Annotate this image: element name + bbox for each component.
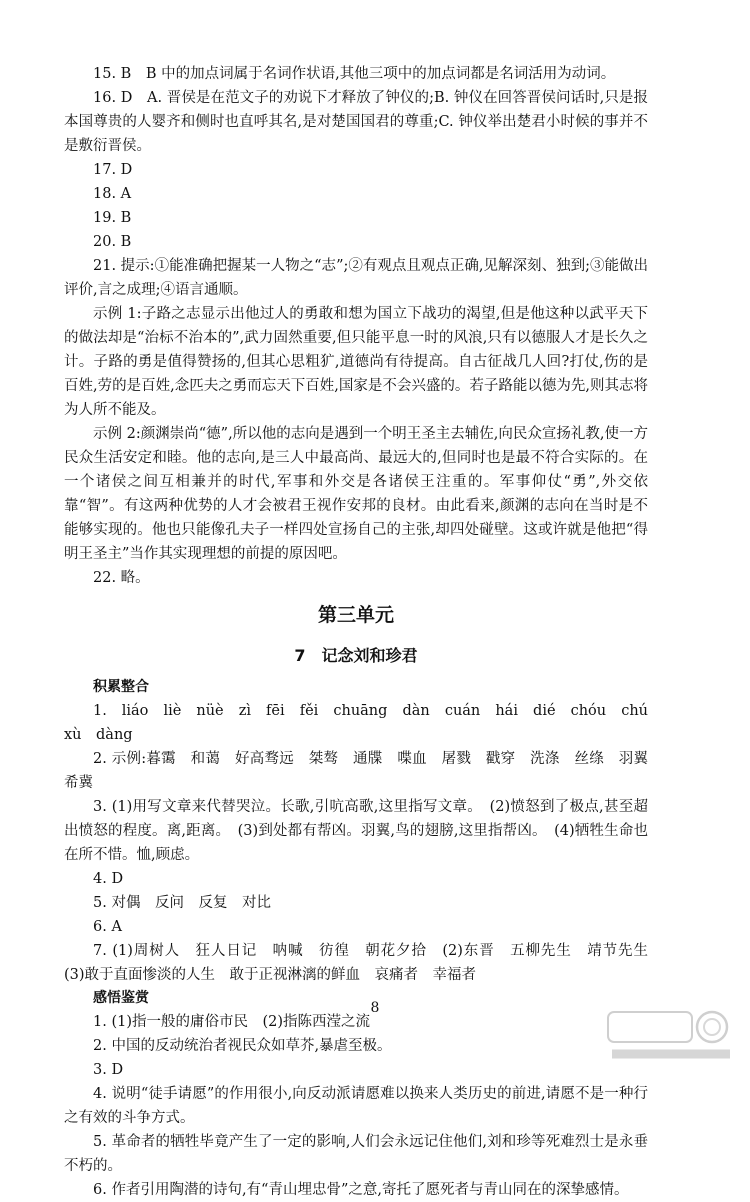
- answer-item: 7. (1)周树人 狂人日记 呐喊 彷徨 朝花夕拾 (2)东晋 五柳先生 靖节先生 (3)敢于直面惨淡的人生 敢于正视淋漓的鲜血 哀痛者 幸福者: [64, 943, 663, 983]
- answer-17: 17. D: [93, 162, 133, 178]
- answer-item: 1. liáo liè nüè zì fēi fěi chuāng dàn cuán hái dié chóu chú xù dàng: [64, 703, 663, 743]
- answer-15: 15. B B 中的加点词属于名词作状语,其他三项中的加点词都是名词活用为动词。: [93, 66, 616, 82]
- answer-22: 22. 略。: [93, 570, 150, 586]
- answer-item: 2. 示例:暮霭 和蔼 好高骛远 桀骜 通牒 喋血 屠戮 戳穿 洗涤 丝绦 羽翼 希冀: [64, 751, 663, 791]
- section-heading-accumulation: 积累整合: [93, 679, 149, 695]
- answer-16: 16. D A. 晋侯是在范文子的劝说下才释放了钟仪的;B. 钟仪在回答晋侯问话时,只是报本国尊贵的人婴齐和侧时也直呼其名,是对楚国国君的尊重;C. 钟仪举出楚君小时候的事并不是敷衍晋侯。: [64, 90, 648, 154]
- answer-18: 18. A: [93, 186, 132, 202]
- answer-item: 6. A: [93, 919, 122, 935]
- unit-title: 第三单元: [317, 604, 394, 626]
- section-heading-appreciation: 感悟鉴赏: [93, 990, 149, 1006]
- answer-item: 5. 革命者的牺牲毕竟产生了一定的影响,人们会永远记住他们,刘和珍等死难烈士是永垂不朽的。: [64, 1134, 648, 1174]
- lesson-title: 7 记念刘和珍君: [294, 646, 418, 665]
- answer-item: 4. D: [93, 871, 124, 887]
- watermark-logo-graphic: [606, 1008, 736, 1064]
- example-1: 示例 1:子路之志显示出他过人的勇敢和想为国立下战功的渴望,但是他这种以武平天下的做法却是“治标不治本的”,武力固然重要,但只能平息一时的风浪,只有以德服人才是长久之计。子路的勇是值得赞扬的,但其心思粗犷,道德尚有待提高。自古征战几人回?打仗,伤的是百姓,劳的是百姓,念匹夫之勇而忘天下百姓,国家是不会兴盛的。若子路能以德为先,则其志将为人所不能及。: [64, 306, 648, 418]
- example-2: 示例 2:颜渊崇尚“德”,所以他的志向是遇到一个明王圣主去辅佐,向民众宣扬礼教,使一方民众生活安定和睦。他的志向,是三人中最高尚、最远大的,但同时也是最不符合实际的。在一个诸侯之间互相兼并的时代,军事和外交是各诸侯王注重的。军事仰仗“勇”,外交依靠“智”。有这两种优势的人才会被君王视作安邦的良材。由此看来,颜渊的志向在当时是不能够实现的。他也只能像孔夫子一样四处宣扬自己的主张,却四处碰壁。这或许就是他把“得明王圣主”当作其实现理想的前提的原因吧。: [64, 426, 648, 562]
- answer-item: 3. D: [93, 1062, 124, 1078]
- answer-item: 5. 对偶 反问 反复 对比: [93, 895, 271, 911]
- answer-item: 2. 中国的反动统治者视民众如草芥,暴虐至极。: [93, 1038, 392, 1054]
- answer-20: 20. B: [93, 234, 132, 250]
- answer-page: [64, 62, 663, 1202]
- watermark-logo: [606, 1008, 736, 1064]
- answer-item: 4. 说明“徒手请愿”的作用很小,向反动派请愿难以换来人类历史的前进,请愿不是一种行之有效的斗争方式。: [64, 1086, 648, 1126]
- answer-item: 3. (1)用写文章来代替哭泣。长歌,引吭高歌,这里指写文章。 (2)愤怒到了极点,甚至超出愤怒的程度。离,距离。 (3)到处都有帮凶。羽翼,鸟的翅膀,这里指帮凶。 (4)牺牲生命也在所不惜。恤,顾虑。: [64, 799, 648, 863]
- answer-item: 6. 作者引用陶潜的诗句,有“青山埋忠骨”之意,寄托了愿死者与青山同在的深挚感情。: [93, 1182, 629, 1198]
- page-number: 8: [370, 1000, 380, 1016]
- answer-21: 21. 提示:①能准确把握某一人物之“志”;②有观点且观点正确,见解深刻、独到;③能做出评价,言之成理;④语言通顺。: [64, 258, 648, 298]
- answer-item: 1. (1)指一般的庸俗市民 (2)指陈西滢之流: [93, 1014, 371, 1030]
- answer-19: 19. B: [93, 210, 132, 226]
